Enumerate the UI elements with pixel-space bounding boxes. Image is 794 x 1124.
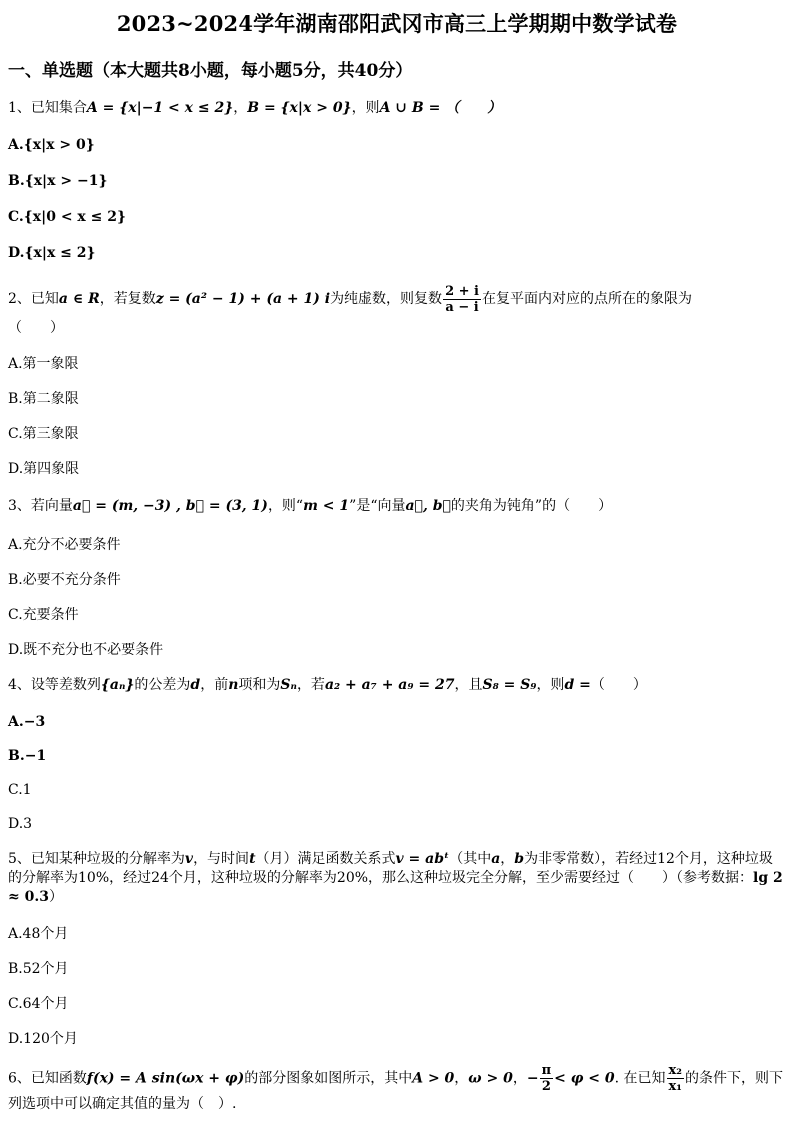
option-a[interactable]: A.−3 bbox=[8, 714, 46, 730]
section-heading: 一、单选题（本大题共8小题，每小题5分，共40分） bbox=[8, 61, 413, 81]
question-text: 已知 bbox=[30, 291, 59, 307]
math-expr: m < 1 bbox=[303, 498, 350, 514]
question-text: 已知集合 bbox=[30, 100, 87, 116]
question-text: ，若 bbox=[296, 677, 325, 693]
fraction-denominator: a − i bbox=[445, 299, 479, 315]
question-text: ”是“向量 bbox=[349, 498, 406, 514]
question-text: 的条件下，则下列选项中可以确定其值的量为（ ）. bbox=[8, 1070, 783, 1112]
math-expr: b bbox=[514, 851, 525, 867]
question-text: ，且 bbox=[454, 677, 483, 693]
question-text: ，与时间 bbox=[193, 851, 250, 867]
option-d[interactable]: D.{x|x ≤ 2} bbox=[8, 245, 96, 261]
question-1-stem bbox=[8, 98, 501, 118]
fraction-denominator: 2 bbox=[541, 1079, 551, 1094]
math-expr: v = abᵗ bbox=[395, 851, 450, 867]
math-expr: ω > 0 bbox=[468, 1070, 513, 1087]
math-expr: d bbox=[190, 677, 201, 693]
option-d[interactable]: D.3 bbox=[8, 816, 33, 832]
question-4-stem bbox=[8, 675, 647, 695]
math-expr: S₈ = S₉ bbox=[482, 677, 537, 693]
math-expr: lg 2 ≈ 0.3 bbox=[8, 870, 783, 905]
math-expr: A > 0 bbox=[412, 1070, 455, 1087]
math-expr: a⃗ = (m, −3) , b⃗ = (3, 1) bbox=[72, 498, 268, 514]
question-2-stem bbox=[8, 282, 692, 316]
question-text: ， bbox=[512, 1070, 527, 1087]
question-text: 项和为 bbox=[238, 677, 281, 693]
question-text: （月）满足函数关系式 bbox=[255, 851, 396, 867]
math-expr: {aₙ} bbox=[100, 677, 135, 693]
option-c[interactable]: C.{x|0 < x ≤ 2} bbox=[8, 209, 127, 225]
fraction-numerator: 2 + i bbox=[445, 283, 479, 299]
math-expr: a₂ + a₇ + a₉ = 27 bbox=[324, 677, 455, 693]
question-number: 1、 bbox=[8, 100, 31, 116]
math-expr: f(x) = A sin(ωx + φ) bbox=[86, 1070, 245, 1087]
question-text: ） bbox=[48, 889, 63, 905]
option-c[interactable]: C.充要条件 bbox=[8, 607, 79, 623]
math-expr: d = bbox=[564, 677, 591, 693]
math-expr: n bbox=[228, 677, 239, 693]
question-text: ，若复数 bbox=[99, 291, 156, 307]
math-expr: < φ < 0 bbox=[554, 1070, 615, 1087]
math-expr: a⃗, b⃗ bbox=[405, 498, 451, 514]
option-a[interactable]: A.{x|x > 0} bbox=[8, 137, 95, 153]
question-text: ，则 bbox=[351, 100, 380, 116]
page-title: 2023~2024学年湖南邵阳武冈市高三上学期期中数学试卷 bbox=[116, 11, 678, 36]
question-text: 设等差数列 bbox=[30, 677, 101, 693]
option-b[interactable]: B.必要不充分条件 bbox=[8, 572, 121, 588]
question-text: ， bbox=[454, 1070, 469, 1087]
option-b[interactable]: B.{x|x > −1} bbox=[8, 173, 108, 189]
question-text: 在复平面内对应的点所在的象限为 bbox=[482, 291, 692, 307]
question-text: 已知某种垃圾的分解率为 bbox=[30, 851, 185, 867]
question-number: 2、 bbox=[8, 291, 31, 307]
math-expr: − bbox=[526, 1070, 539, 1087]
question-number: 6、 bbox=[8, 1070, 31, 1087]
fraction bbox=[540, 1063, 554, 1094]
option-a[interactable]: A.充分不必要条件 bbox=[8, 537, 121, 553]
fraction-denominator: x₁ bbox=[668, 1079, 682, 1094]
question-text: 的夹角为钝角”的（ ） bbox=[450, 498, 613, 514]
option-d[interactable]: D.既不充分也不必要条件 bbox=[8, 642, 164, 658]
option-b[interactable]: B.−1 bbox=[8, 748, 47, 764]
question-text: ， bbox=[233, 100, 248, 116]
math-expr: v bbox=[184, 851, 194, 867]
option-c[interactable]: C.第三象限 bbox=[8, 426, 79, 442]
option-a[interactable]: A.第一象限 bbox=[8, 356, 79, 372]
math-expr: a ∈ R bbox=[58, 291, 100, 307]
option-b[interactable]: B.52个月 bbox=[8, 961, 69, 977]
question-3-stem bbox=[8, 496, 612, 516]
question-text: ，前 bbox=[200, 677, 229, 693]
question-number: 4、 bbox=[8, 677, 31, 693]
math-expr: z = (a² − 1) + (a + 1) i bbox=[155, 291, 331, 307]
question-text: . 在已知 bbox=[614, 1070, 666, 1087]
fraction-numerator: π bbox=[541, 1063, 552, 1078]
question-text: （ ） bbox=[590, 677, 647, 693]
math-expr: t bbox=[249, 851, 256, 867]
math-union: A ∪ B = （ ） bbox=[379, 100, 502, 116]
option-c[interactable]: C.64个月 bbox=[8, 996, 69, 1012]
question-text: ， bbox=[500, 851, 515, 867]
question-text: 的公差为 bbox=[134, 677, 191, 693]
option-a[interactable]: A.48个月 bbox=[8, 926, 69, 942]
option-b[interactable]: B.第二象限 bbox=[8, 391, 79, 407]
question-6-stem bbox=[8, 1063, 786, 1114]
question-text: 已知函数 bbox=[30, 1070, 87, 1087]
math-expr: Sₙ bbox=[280, 677, 297, 693]
option-d[interactable]: D.第四象限 bbox=[8, 461, 80, 477]
question-number: 5、 bbox=[8, 851, 31, 867]
option-c[interactable]: C.1 bbox=[8, 782, 32, 798]
question-text: 为非零常数），若经过12个月，这种垃圾的分解率为10%，经过24个月，这种垃圾的分解率为20%，那么这种垃圾完全分解，至少需要经过（ ）（参考数据： bbox=[8, 851, 773, 886]
answer-blank: （ ） bbox=[8, 320, 64, 336]
fraction-numerator: x₂ bbox=[668, 1063, 682, 1078]
fraction bbox=[443, 284, 481, 315]
question-number: 3、 bbox=[8, 498, 31, 514]
question-text: 的部分图象如图所示，其中 bbox=[244, 1070, 413, 1087]
math-set-b: B = {x|x > 0} bbox=[247, 100, 352, 116]
question-5-stem bbox=[8, 850, 786, 907]
option-d[interactable]: D.120个月 bbox=[8, 1031, 78, 1047]
question-text: 为纯虚数，则复数 bbox=[330, 291, 443, 307]
question-text: 若向量 bbox=[30, 498, 73, 514]
math-expr: a bbox=[491, 851, 501, 867]
fraction bbox=[667, 1063, 684, 1094]
math-set-a: A = {x|−1 < x ≤ 2} bbox=[86, 100, 234, 116]
question-text: （其中 bbox=[449, 851, 492, 867]
question-text: ，则“ bbox=[267, 498, 304, 514]
question-text: ，则 bbox=[536, 677, 565, 693]
